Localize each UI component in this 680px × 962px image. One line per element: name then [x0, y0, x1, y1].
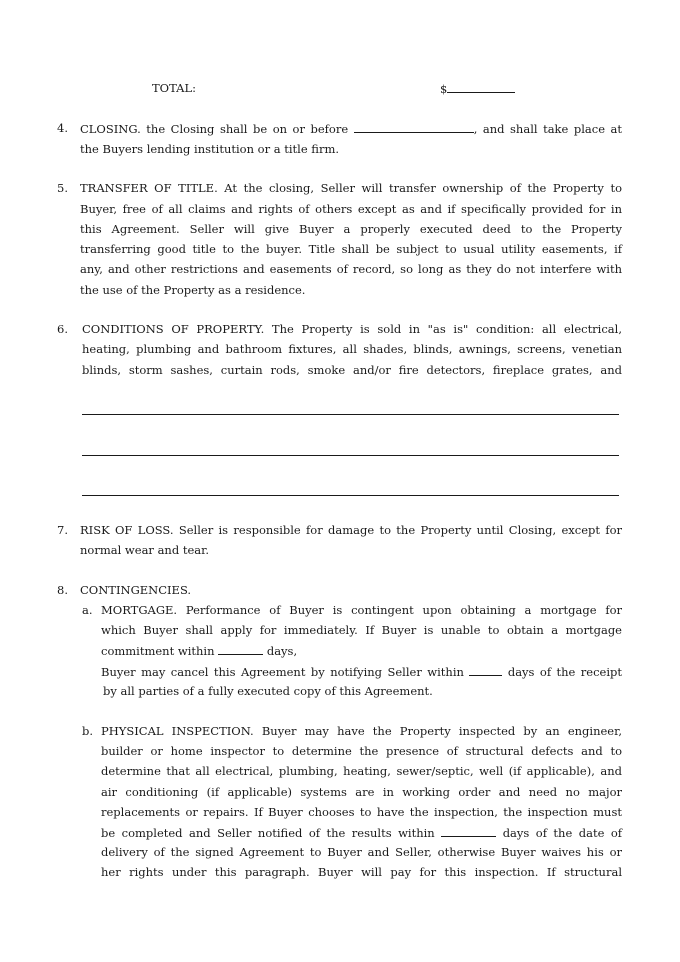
inspection-line: determine that all electrical, plumbing, heating, sewer/septic, well (if applicable), and — [101, 764, 622, 778]
section-7-line: RISK OF LOSS. Seller is responsible for damage to the Property until Closing, except for — [80, 523, 622, 537]
total-label: TOTAL: — [152, 81, 196, 95]
section-5-line: any, and other restrictions and easements of record, so long as they do not interfere with — [80, 262, 622, 276]
inspection-line-6-text-b: days of the date of — [502, 826, 623, 840]
inspection-line: builder or home inspector to determine the presence of structural defects and to — [101, 744, 622, 758]
total-amount-blank[interactable] — [447, 81, 515, 93]
fill-in-line-2[interactable] — [82, 455, 619, 456]
section-6-line: heating, plumbing and bathroom fixtures, all shades, blinds, awnings, screens, venetian — [82, 342, 622, 356]
section-7-number: 7. — [57, 523, 68, 537]
section-5-line: Buyer, free of all claims and rights of others except as and if specifically provided for in — [80, 202, 622, 216]
mortgage-line-3-text-b: days, — [266, 644, 298, 658]
commitment-days-blank[interactable] — [218, 643, 263, 655]
section-6-line: blinds, storm sashes, curtain rods, smoke and/or fire detectors, fireplace grates, and — [82, 363, 622, 377]
mortgage-line-5: by all parties of a fully executed copy of this Agreement. — [103, 684, 433, 698]
section-4-line-1 — [80, 121, 622, 136]
inspection-line-6 — [101, 825, 622, 840]
section-4-text-b: , and shall take place at — [473, 122, 622, 136]
fill-in-line-3[interactable] — [82, 495, 619, 496]
closing-date-blank[interactable] — [354, 121, 474, 133]
subsection-b-label: b. — [82, 724, 94, 738]
inspection-line: PHYSICAL INSPECTION. Buyer may have the Property inspected by an engineer, — [101, 724, 622, 738]
section-4-number: 4. — [57, 121, 68, 135]
mortgage-line-3 — [101, 643, 297, 658]
section-6-line: CONDITIONS OF PROPERTY. The Property is sold in "as is" condition: all electrical, — [82, 322, 622, 336]
inspection-line-6-text-a: be completed and Seller notified of the results within — [101, 826, 435, 840]
section-4-line-2: the Buyers lending institution or a title firm. — [80, 142, 340, 156]
section-5-line: transferring good title to the buyer. Title shall be subject to usual utility easements, if — [80, 242, 622, 256]
section-7-line: normal wear and tear. — [80, 543, 210, 557]
section-4-text-a: CLOSING. the Closing shall be on or before — [80, 122, 349, 136]
fill-in-line-1[interactable] — [82, 414, 619, 415]
mortgage-line-4 — [101, 664, 622, 679]
inspection-line: delivery of the signed Agreement to Buyer and Seller, otherwise Buyer waives his or — [101, 845, 622, 859]
currency-symbol: $ — [440, 82, 448, 96]
mortgage-line-4-text-a: Buyer may cancel this Agreement by notifying Seller within — [101, 665, 464, 679]
section-8-title: CONTINGENCIES. — [80, 583, 192, 597]
inspection-line: air conditioning (if applicable) systems are in working order and need no major — [101, 785, 622, 799]
section-5-line: TRANSFER OF TITLE. At the closing, Seller will transfer ownership of the Property to — [80, 181, 622, 195]
mortgage-line-2: which Buyer shall apply for immediately. If Buyer is unable to obtain a mortgage — [101, 623, 622, 637]
mortgage-line-3-text-a: commitment within — [101, 644, 215, 658]
inspection-days-blank[interactable] — [441, 825, 496, 837]
inspection-line: replacements or repairs. If Buyer chooses to have the inspection, the inspection must — [101, 805, 622, 819]
section-6-number: 6. — [57, 322, 68, 336]
mortgage-line-4-text-b: days of the receipt — [507, 665, 623, 679]
subsection-a-label: a. — [82, 603, 93, 617]
total-amount-field[interactable] — [440, 81, 515, 96]
cancel-days-blank[interactable] — [469, 664, 502, 676]
section-5-number: 5. — [57, 181, 68, 195]
inspection-line: her rights under this paragraph. Buyer will pay for this inspection. If structural — [101, 865, 622, 879]
mortgage-line-1: MORTGAGE. Performance of Buyer is contingent upon obtaining a mortgage for — [101, 603, 622, 617]
section-5-line: the use of the Property as a residence. — [80, 283, 306, 297]
section-5-line: this Agreement. Seller will give Buyer a properly executed deed to the Property — [80, 222, 622, 236]
section-8-number: 8. — [57, 583, 68, 597]
